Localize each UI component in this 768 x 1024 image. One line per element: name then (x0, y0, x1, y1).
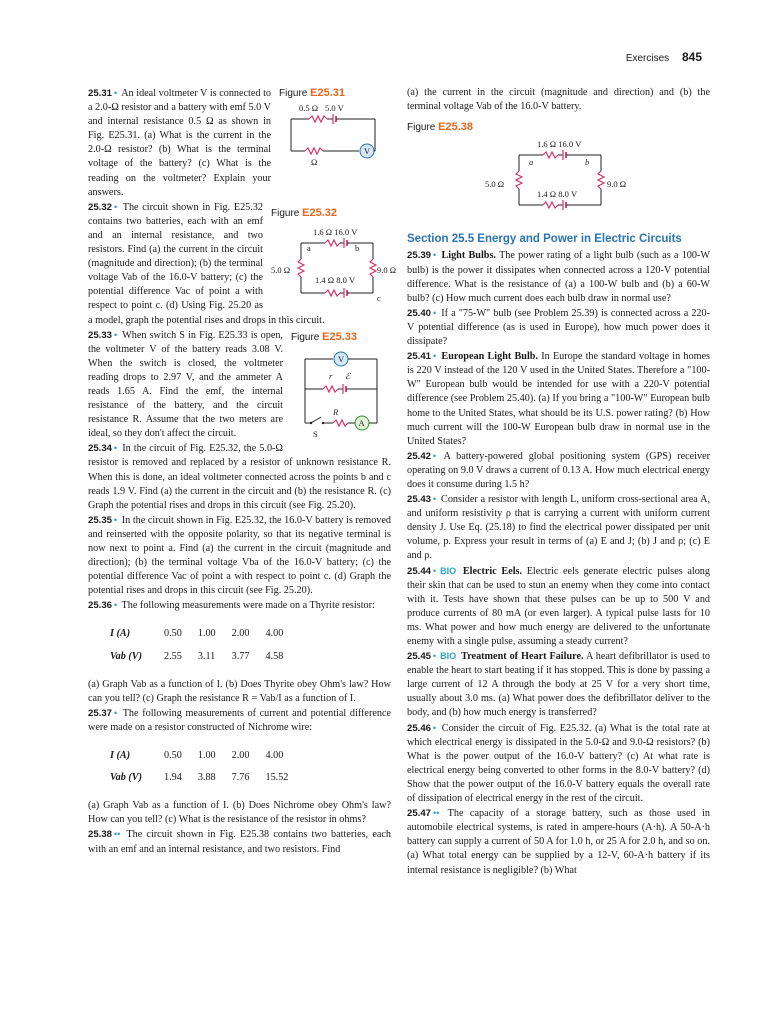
left-column (88, 86, 397, 857)
circuit-e2538 (407, 135, 707, 221)
problem-25-39: 25.39 • Light Bulbs. The power rating of a light bulb (such as a 100-W bulb) is the power it dissipates when connected across a 120-V potential difference. What is the resistance of (a) a 100-W bulb and (b) a 60-W bulb? (c) How much current does each bulb draw in normal use? (407, 250, 711, 304)
problem-25-38-continued: (a) the current in the circuit (magnitude and direction) and (b) the terminal voltage Vab of the 16.0-V battery. (407, 87, 710, 113)
problem-number: 25.37 (88, 707, 113, 719)
table-cell: 2.00 (231, 628, 250, 640)
emf-label: ℰ (345, 370, 351, 381)
figure-number: E25.33 (322, 330, 358, 343)
node-c: c (377, 292, 381, 303)
table-cell: 2.55 (163, 650, 182, 662)
top-branch-label: 1.6 Ω 16.0 V (537, 139, 582, 150)
bottom-branch-label: 1.4 Ω 8.0 V (315, 274, 356, 285)
node-a: a (529, 157, 534, 168)
problem-25-37-questions: (a) Graph Vab as a function of I. (b) Does Nichrome obey Ohm's law? How can you tell? (c) What is the resistance of the resistor in ohms? (88, 800, 391, 826)
table-header: I (A) (110, 750, 131, 762)
problem-25-44: 25.44 • BIO Electric Eels. Electric eels generate electric pulses along their skin that can be used to stun an enemy when they come into contact with it. Tests have shown that these pulses can be up to 500 V and produce currents of 80 mA (or even larger). A typical pulse lasts for 10 ms. What power and how much energy are delivered to the unfortunate enemy with a single pulse, assuming a steady current? (407, 565, 710, 647)
problem-text: The following measurements were made on a Thyrite resistor: (121, 600, 375, 612)
voltmeter-label: V (338, 353, 345, 364)
external-resistance-label: Ω (311, 157, 318, 168)
circuit-e2531 (279, 101, 391, 171)
problem-text: Consider the circuit of Fig. E25.32. (a) What is the total rate at which electrical energy is dissipated in the 5.0-Ω and 9.0-Ω resistors? (b) What is the power output of the 16.0-V battery? (c) At what rate is electrical energy being converted to other forms in the 8.0-V battery? (d) Show that the power output of the 16.0-V battery equals the overall rate of dissipation of electrical energy in the rest of the circuit. (407, 722, 710, 805)
problem-25-37: 25.37 • The following measurements of current and potential difference were made on a resistor constructed of Nichrome wire: (88, 707, 392, 733)
table-header: Vab (V) (110, 650, 142, 662)
resistor-R-label: R (333, 406, 339, 417)
problem-number: 25.47 (407, 808, 432, 820)
problem-number: 25.36 (88, 600, 113, 612)
right-resistor-label: 9.0 Ω (377, 264, 397, 275)
thyrite-table (110, 623, 299, 667)
table-row (110, 745, 304, 767)
problem-text: In the circuit shown in Fig. E25.32, the 16.0-V battery is removed and reinserted with the opposite polarity, so that its negative terminal is now next to point a. Find (a) the current in the circuit (magnitude and direction); (b) the terminal voltage Vba of the 16.0-V battery; (c) the potential difference Vac of point a with respect to point c. (d) Graph the potential rises and drops in this circuit (see Fig. 25.20). (88, 514, 392, 597)
problem-number: 25.45 (407, 651, 432, 663)
problem-number: 25.31 (88, 88, 113, 99)
table-cell: 3.77 (231, 650, 250, 662)
problem-25-38: 25.38 •• The circuit shown in Fig. E25.38 contains two batteries, each with an emf and an internal resistance, and two resistors. Find (88, 829, 391, 855)
problem-number: 25.40 (407, 307, 432, 319)
figure-label: Figure (279, 88, 308, 99)
switch-label: S (313, 428, 318, 439)
problem-text: When switch S in Fig. E25.33 is open, the voltmeter V of the battery reads 3.08 V. When the switch is closed, the voltmeter reading drops to 2.97 V, and the ammeter A reads 1.65 A. Find the emf, the internal resistance of the battery, and the circuit resistance R. Assume that the two meters are ideal, so they don't affect the circuit. (88, 329, 283, 440)
table-cell: 3.11 (197, 650, 216, 662)
figure-e2531 (279, 86, 391, 171)
node-b: b (585, 157, 590, 168)
problem-number: 25.46 (407, 722, 432, 734)
problem-number: 25.33 (88, 329, 113, 341)
node-b: b (355, 242, 360, 253)
node-a: a (307, 242, 311, 253)
problem-text: The following measurements of current and potential difference were made on a resistor constructed of Nichrome wire: (88, 707, 392, 733)
figure-label: Figure (271, 207, 300, 219)
problem-title: European Light Bulb. (441, 351, 538, 363)
table-cell: 7.76 (231, 772, 250, 784)
problem-number: 25.34 (88, 443, 113, 455)
left-resistor-label: 5.0 Ω (271, 264, 291, 275)
problem-25-40: 25.40 • If a "75-W" bulb (see Problem 25.39) is connected across a 220-V potential difference (as is used in Europe), how much power does it dissipate? (407, 307, 710, 348)
problem-text: If a "75-W" bulb (see Problem 25.39) is connected across a 220-V potential difference (as is used in Europe), how much power does it dissipate? (407, 307, 710, 348)
circuit-e2532 (271, 221, 397, 307)
figure-e2538 (407, 120, 710, 226)
problem-25-45: 25.45 • BIO Treatment of Heart Failure. A heart defibrillator is used to enable the heart to start beating if it has stopped. This is done by passing a large current of 12 A through the body at 25 V for a very short time, usually about 3.0 ms. (a) What power does the defibrillator deliver to the body, and (b) how much energy is transferred? (407, 651, 711, 719)
problem-number: 25.38 (88, 829, 113, 841)
problem-text: A heart defibrillator is used to enable the heart to start beating if it has stopped. This is done by passing a large current of 12 A through the body at 25 V for a very short time, usually about 3.0 ms. (a) What power does the defibrillator deliver to the body, and (b) how much energy is transferred? (407, 651, 711, 719)
figure-e2533 (291, 330, 391, 441)
problem-title: Light Bulbs. (441, 250, 496, 262)
problem-number: 25.43 (407, 494, 432, 506)
problem-number: 25.42 (407, 450, 432, 462)
problem-25-35: 25.35 • In the circuit shown in Fig. E25.32, the 16.0-V battery is removed and reinserted with the opposite polarity, so that its negative terminal is now next to point a. Find (a) the current in the circuit (magnitude and direction); (b) the terminal voltage Vba of the 16.0-V battery; (c) the potential difference Vac of point a with respect to point c. (d) Graph the potential rises and drops in this circuit (see Fig. 25.20). (88, 514, 392, 597)
circuit-e2533 (291, 345, 391, 441)
problem-text: A battery-powered global positioning system (GPS) receiver operating on 9.0 V draws a current of 0.13 A. How much electrical energy does it consume during 1.5 h? (407, 450, 710, 490)
table-row (110, 767, 304, 789)
problem-25-34: 25.34 • In the circuit of Fig. E25.32, the 5.0-Ω resistor is removed and replaced by a resistor of unknown resistance R. When this is done, an ideal voltmeter connected across the points b and c reads 1.9 V. Find (a) the current in the circuit and (b) the resistance R. (c) Graph the potential rises and drops in this circuit (see Fig. 25.20). (88, 443, 391, 511)
table-cell: 0.50 (163, 628, 182, 640)
problem-number: 25.39 (407, 250, 432, 262)
table-cell: 0.50 (163, 750, 182, 762)
problem-text: An ideal voltmeter V is connected to a 2.0-Ω resistor and a battery with emf 5.0 V and internal resistance 0.5 Ω as shown in Fig. E25.31. (a) What is the current in the 2.0-Ω resistor? (b) What is the terminal voltage of the battery? (c) What is the reading on the voltmeter? Explain your answers. (88, 88, 271, 198)
problem-text: In the circuit of Fig. E25.32, the 5.0-Ω resistor is removed and replaced by a resistor of unknown resistance R. When this is done, an ideal voltmeter connected across the points b and c reads 1.9 V. Find (a) the current in the circuit and (b) the resistance R. (c) Graph the potential rises and drops in this circuit (see Fig. 25.20). (88, 443, 391, 511)
figure-label: Figure (407, 122, 436, 134)
bottom-branch-label: 1.4 Ω 8.0 V (537, 189, 578, 200)
figure-number: E25.31 (310, 87, 346, 99)
problem-25-32: 25.32 • The circuit shown in Fig. E25.32 contains two batteries, each with an emf and an internal resistance, and two resistors. Find (a) the current in the circuit (magnitude and direction); (b) the terminal voltage Vab of the 16.0-V battery; (c) the potential difference Vac of point a with respect to point c. (d) Using Fig. 25.20 as a model, graph the potential rises and drops in this circuit. (88, 201, 325, 326)
table-cell: 1.94 (163, 772, 182, 784)
problem-25-36-questions: (a) Graph Vab as a function of I. (b) Does Thyrite obey Ohm's law? How can you tell? (c) Graph the resistance R = Vab/I as a function of I. (88, 678, 391, 704)
header-section: Exercises (625, 53, 670, 64)
table-header: Vab (V) (110, 772, 142, 784)
page-number: 845 (681, 50, 702, 64)
figure-label: Figure (291, 331, 320, 343)
left-resistor-label: 5.0 Ω (485, 179, 505, 190)
switch-blade (311, 417, 321, 423)
external-resistor-zigzag (305, 148, 323, 154)
table-header: I (A) (110, 628, 131, 640)
problem-title: Electric Eels. (462, 565, 523, 577)
problem-25-47: 25.47 •• The capacity of a storage battery, such as those used in automobile electrical systems, is rated in ampere-hours (A·h). A 50-A·h battery can supply a current of 50 A for 1.0 h, or 25 A for 2.0 h, and so on. (a) What total energy can be supplied by a 12-V, 60-A·h battery if its internal resistance is negligible? (b) What (407, 808, 710, 876)
figure-number: E25.38 (438, 121, 474, 134)
problem-25-43: 25.43 • Consider a resistor with length L, uniform cross-sectional area A, and uniform resistivity ρ that is carrying a current with uniform current density J. Use Eq. (25.18) to find the electrical power dissipated per unit volume, p. Express your result in terms of (a) E and J; (b) J and ρ; (c) E and ρ. (407, 494, 710, 562)
internal-resistor-zigzag (309, 116, 327, 122)
table-row (110, 623, 299, 645)
bio-tag: BIO (440, 565, 457, 576)
right-resistor-label: 9.0 Ω (607, 179, 627, 190)
table-cell: 4.00 (265, 628, 284, 640)
section-heading: Section 25.5 Energy and Power in Electric Circuits (407, 233, 682, 246)
table-cell: 4.00 (265, 750, 284, 762)
problem-25-41: 25.41 • European Light Bulb. In Europe the standard voltage in homes is 220 V instead of the 120 V used in the United States. Therefore a "100-W" European bulb would be intended for use with a 220-V potential difference (see Problem 25.40). (a) If you bring a "100-W" European bulb home to the United States, what should be its U.S. power rating? (b) How much current will the 100-W European bulb draw in normal use in the United States? (407, 351, 711, 447)
problem-25-33: 25.33 • When switch S in Fig. E25.33 is open, the voltmeter V of the battery reads 3.08 V. When the switch is closed, the voltmeter reading drops to 2.97 V, and the ammeter A reads 1.65 A. Find the emf, the internal resistance of the battery, and the circuit resistance R. Assume that the two meters are ideal, so they don't affect the circuit. (88, 329, 283, 440)
voltmeter-label: V (364, 146, 371, 157)
problem-text: In Europe the standard voltage in homes is 220 V instead of the 120 V used in the United States. Therefore a "100-W" European bulb would be intended for use with a 220-V potential difference (see Problem 25.40). (a) If you bring a "100-W" European bulb home to the United States, what should be its U.S. power rating? (b) How much current will the 100-W European bulb draw in normal use in the United States? (407, 351, 711, 447)
problem-text: Electric eels generate electric pulses along their skin that can be used to stun an enemy when they come into contact with it. Tests have shown that these pulses can be up to 500 V and produce currents of 80 mA (or even larger). A typical pulse lasts for 10 ms. What power and how much energy are delivered to the unfortunate enemy with a single pulse, assuming a steady current? (407, 565, 710, 647)
problem-text: The circuit shown in Fig. E25.32 contains two batteries, each with an emf and an internal resistance, and two resistors. Find (a) the current in the circuit (magnitude and direction); (b) the terminal voltage Vab of the 16.0-V battery; (c) the potential difference Vac of point a with respect to point c. (d) Using Fig. 25.20 as a model, graph the potential rises and drops in this circuit. (88, 201, 325, 326)
table-cell: 2.00 (231, 750, 250, 762)
internal-r-label: r (329, 370, 333, 381)
figure-number: E25.32 (302, 206, 338, 219)
table-cell: 1.00 (197, 750, 216, 762)
nichrome-table (110, 745, 304, 789)
problem-25-31: 25.31 • An ideal voltmeter V is connected to a 2.0-Ω resistor and a battery with emf 5.0 V and internal resistance 0.5 Ω as shown in Fig. E25.31. (a) What is the current in the 2.0-Ω resistor? (b) What is the terminal voltage of the battery? (c) What is the reading on the voltmeter? Explain your answers. (88, 88, 271, 198)
ammeter-label: A (358, 417, 365, 428)
problem-text: The capacity of a storage battery, such as those used in automobile electrical systems, is rated in ampere-hours (A·h). A 50-A·h battery can supply a current of 50 A for 1.0 h, or 25 A for 2.0 h, and so on. (a) What total energy can be supplied by a 12-V, 60-A·h battery if its internal resistance is negligible? (b) What (407, 808, 710, 876)
problem-title: Treatment of Heart Failure. (461, 651, 584, 663)
problem-number: 25.32 (88, 201, 113, 213)
table-cell: 1.00 (197, 628, 216, 640)
table-cell: 3.88 (197, 772, 216, 784)
internal-resistance-label: 0.5 Ω (299, 103, 319, 114)
table-cell: 4.58 (265, 650, 284, 662)
problem-number: 25.41 (407, 351, 432, 363)
table-row (110, 646, 299, 668)
problem-text: The circuit shown in Fig. E25.38 contains two batteries, each with an emf and an internal resistance, and two resistors. Find (88, 829, 391, 855)
figure-e2532 (271, 206, 397, 307)
problem-number: 25.35 (88, 514, 113, 526)
page-header (626, 50, 702, 64)
problem-text: Consider a resistor with length L, uniform cross-sectional area A, and uniform resistivity ρ that is carrying a current with uniform current density J. Use Eq. (25.18) to find the electrical power dissipated per unit volume, p. Express your result in terms of (a) E and J; (b) J and ρ; (c) E and ρ. (407, 494, 710, 562)
problem-number: 25.44 (407, 565, 432, 577)
right-column (407, 86, 710, 878)
problem-text: The power rating of a light bulb (such as a 100-W bulb) is the power it dissipates when connected across a 120-V potential difference. What is the resistance of (a) a 100-W bulb and (b) a 60-W bulb? (c) How much current does each bulb draw in normal use? (407, 250, 711, 304)
problem-25-36: 25.36 • The following measurements were made on a Thyrite resistor: (88, 600, 375, 612)
problem-25-42: 25.42 • A battery-powered global positioning system (GPS) receiver operating on 9.0 V draws a current of 0.13 A. How much electrical energy does it consume during 1.5 h? (407, 450, 710, 490)
table-cell: 15.52 (265, 772, 289, 784)
problem-25-46: 25.46 • Consider the circuit of Fig. E25.32. (a) What is the total rate at which electrical energy is dissipated in the 5.0-Ω and 9.0-Ω resistors? (b) What is the power output of the 16.0-V battery? (c) At what rate is electrical energy being converted to other forms in the 8.0-V battery? (d) Show that the power output of the 16.0-V battery equals the overall rate of dissipation of electrical energy in the rest of the circuit. (407, 722, 710, 805)
top-branch-label: 1.6 Ω 16.0 V (313, 226, 358, 237)
bio-tag: BIO (440, 651, 457, 662)
emf-label: 5.0 V (325, 103, 344, 114)
